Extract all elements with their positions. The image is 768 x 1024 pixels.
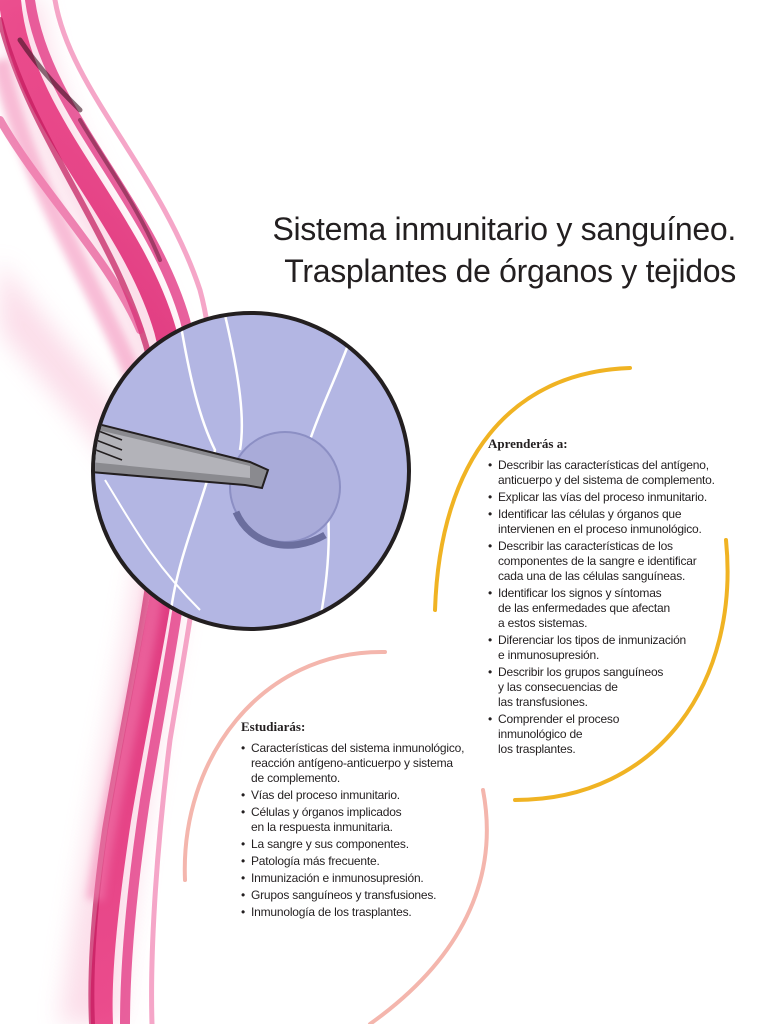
microscope-illustration	[90, 313, 409, 629]
learning-objectives	[488, 436, 738, 759]
list-item: • Diferenciar los tipos de inmunización e inmunosupresión.	[488, 633, 738, 663]
chapter-title	[272, 208, 736, 292]
title-line-2: Trasplantes de órganos y tejidos	[284, 253, 736, 289]
list-item: • Explicar las vías del proceso inmunitario.	[488, 490, 738, 505]
study-heading: Estudiarás:	[241, 719, 306, 734]
study-topics	[241, 719, 481, 922]
study-list	[241, 741, 481, 920]
list-item: • Características del sistema inmunológico, reacción antígeno-anticuerpo y sistema de complemento.	[241, 741, 481, 786]
learning-heading: Aprenderás a:	[488, 436, 568, 451]
list-item: • Describir los grupos sanguíneos y las consecuencias de las transfusiones.	[488, 665, 738, 710]
list-item: • La sangre y sus componentes.	[241, 837, 481, 852]
list-item: • Patología más frecuente.	[241, 854, 481, 869]
list-item: • Comprender el proceso inmunológico de los trasplantes.	[488, 712, 738, 757]
list-item: • Identificar las células y órganos que intervienen en el proceso inmunológico.	[488, 507, 738, 537]
list-item: • Inmunización e inmunosupresión.	[241, 871, 481, 886]
list-item: • Describir las características de los componentes de la sangre e identificar cada una de las células sanguíneas.	[488, 539, 738, 584]
list-item: • Vías del proceso inmunitario.	[241, 788, 481, 803]
list-item: • Inmunología de los trasplantes.	[241, 905, 481, 920]
learning-list	[488, 458, 738, 757]
list-item: • Células y órganos implicados en la respuesta inmunitaria.	[241, 805, 481, 835]
list-item: • Describir las características del antígeno, anticuerpo y del sistema de complemento.	[488, 458, 738, 488]
title-line-1: Sistema inmunitario y sanguíneo.	[272, 211, 736, 247]
list-item: • Identificar los signos y síntomas de las enfermedades que afectan a estos sistemas.	[488, 586, 738, 631]
list-item: • Grupos sanguíneos y transfusiones.	[241, 888, 481, 903]
